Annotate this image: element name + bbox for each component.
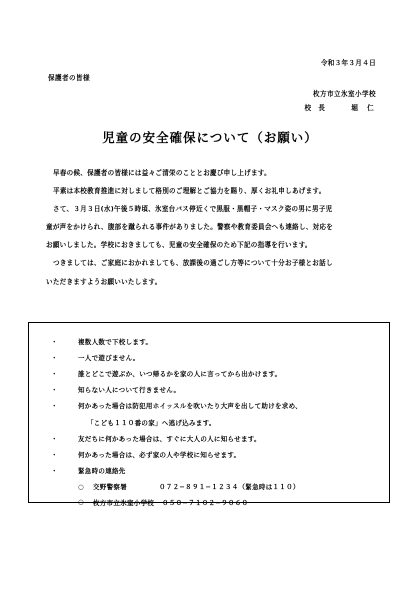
contact-number: ０５０−７１０２−９０６０ (162, 498, 249, 507)
guidelines-box (28, 322, 390, 507)
contact-row (51, 479, 302, 495)
bullet-mark: ・ (51, 386, 58, 395)
body-line: 平素は本校教育推進に対しまして格別のご理解とご協力を賜り、厚くお礼申しあげます。 (53, 187, 326, 196)
bullet-mark: ・ (51, 353, 58, 362)
body-line: さて、３月３日(水)午後５時頃、氷室台バス停近くで黒服・黒帽子・マスク姿の男に男子児 (53, 205, 333, 214)
contact-row (51, 494, 302, 510)
list-item-text: 複数人数で下校します。 (78, 337, 153, 346)
list-item-continuation (51, 414, 302, 430)
sender-given-name: 仁 (367, 104, 374, 112)
sender-signature (305, 102, 375, 112)
bullet-mark: ・ (51, 369, 58, 378)
sender-surname: 堀 (351, 104, 359, 112)
list-item (51, 398, 302, 414)
contact-name: 交野警察署 (93, 483, 127, 492)
bullet-mark: ・ (51, 434, 58, 443)
document-date: 令和３年３月４日 (320, 59, 376, 67)
bullet-mark: ・ (51, 402, 58, 411)
body-line-continued: いただきますようお願いいたします。 (46, 277, 162, 286)
list-item (51, 430, 302, 446)
list-item (51, 382, 302, 398)
body-line-continued: お願いしました。学校におきましても、児童の安全確保のため下記の指導を行います。 (46, 241, 312, 250)
emergency-contacts-heading: 緊急時の連絡先 (78, 467, 126, 476)
list-item (51, 446, 302, 462)
circle-marker: ○ (78, 498, 84, 507)
bullet-mark: ・ (51, 467, 58, 476)
list-item-text: 何かあった場合は、必ず家の人や学校に知らせます。 (78, 450, 241, 459)
document-title: 児童の安全確保について（お願い） (102, 130, 318, 145)
bullet-mark: ・ (51, 337, 58, 346)
circle-marker: ○ (78, 482, 84, 491)
contact-number: ０７２−８９１−１２３４（緊急時は１１０） (159, 483, 300, 492)
letter-body (46, 164, 380, 291)
recipient-line: 保護者の皆様 (48, 74, 90, 82)
list-item-text: 一人で遊びません。 (78, 353, 140, 362)
body-line-continued: 童が声をかけられ、腹部を蹴られる事件がありました。警察や教育委員会へも連絡し、対応を (46, 223, 334, 232)
list-item-text: 「こども１１０番の家」へ逃げ込みます。 (87, 418, 216, 427)
list-item (51, 463, 302, 479)
list-item-text: 誰とどこで遊ぶか、いつ帰るかを家の人に言ってから出かけます。 (78, 369, 282, 378)
list-item (51, 349, 302, 365)
list-item-text: 何かあった場合は防犯用ホイッスルを吹いたり大声を出して助けを求め、 (78, 402, 302, 411)
contact-name: 枚方市立氷室小学校 (93, 498, 155, 507)
body-line: つきましては、ご家庭におかれましても、放課後の過ごし方等について十分お子様とお話し (53, 259, 333, 268)
list-item (51, 365, 302, 381)
guidelines-list (51, 333, 302, 510)
list-item-text: 知らない人について行きません。 (78, 386, 181, 395)
sender-title: 校 長 (304, 104, 326, 112)
list-item-text: 友だちに何かあった場合は、すぐに大人の人に知らせます。 (78, 434, 261, 443)
sender-organization: 枚方市立氷室小学校 (313, 90, 376, 98)
body-line: 早春の候、保護者の皆様には益々ご清栄のこととお慶び申し上げます。 (53, 169, 271, 177)
bullet-mark: ・ (51, 450, 58, 459)
list-item (51, 333, 302, 349)
